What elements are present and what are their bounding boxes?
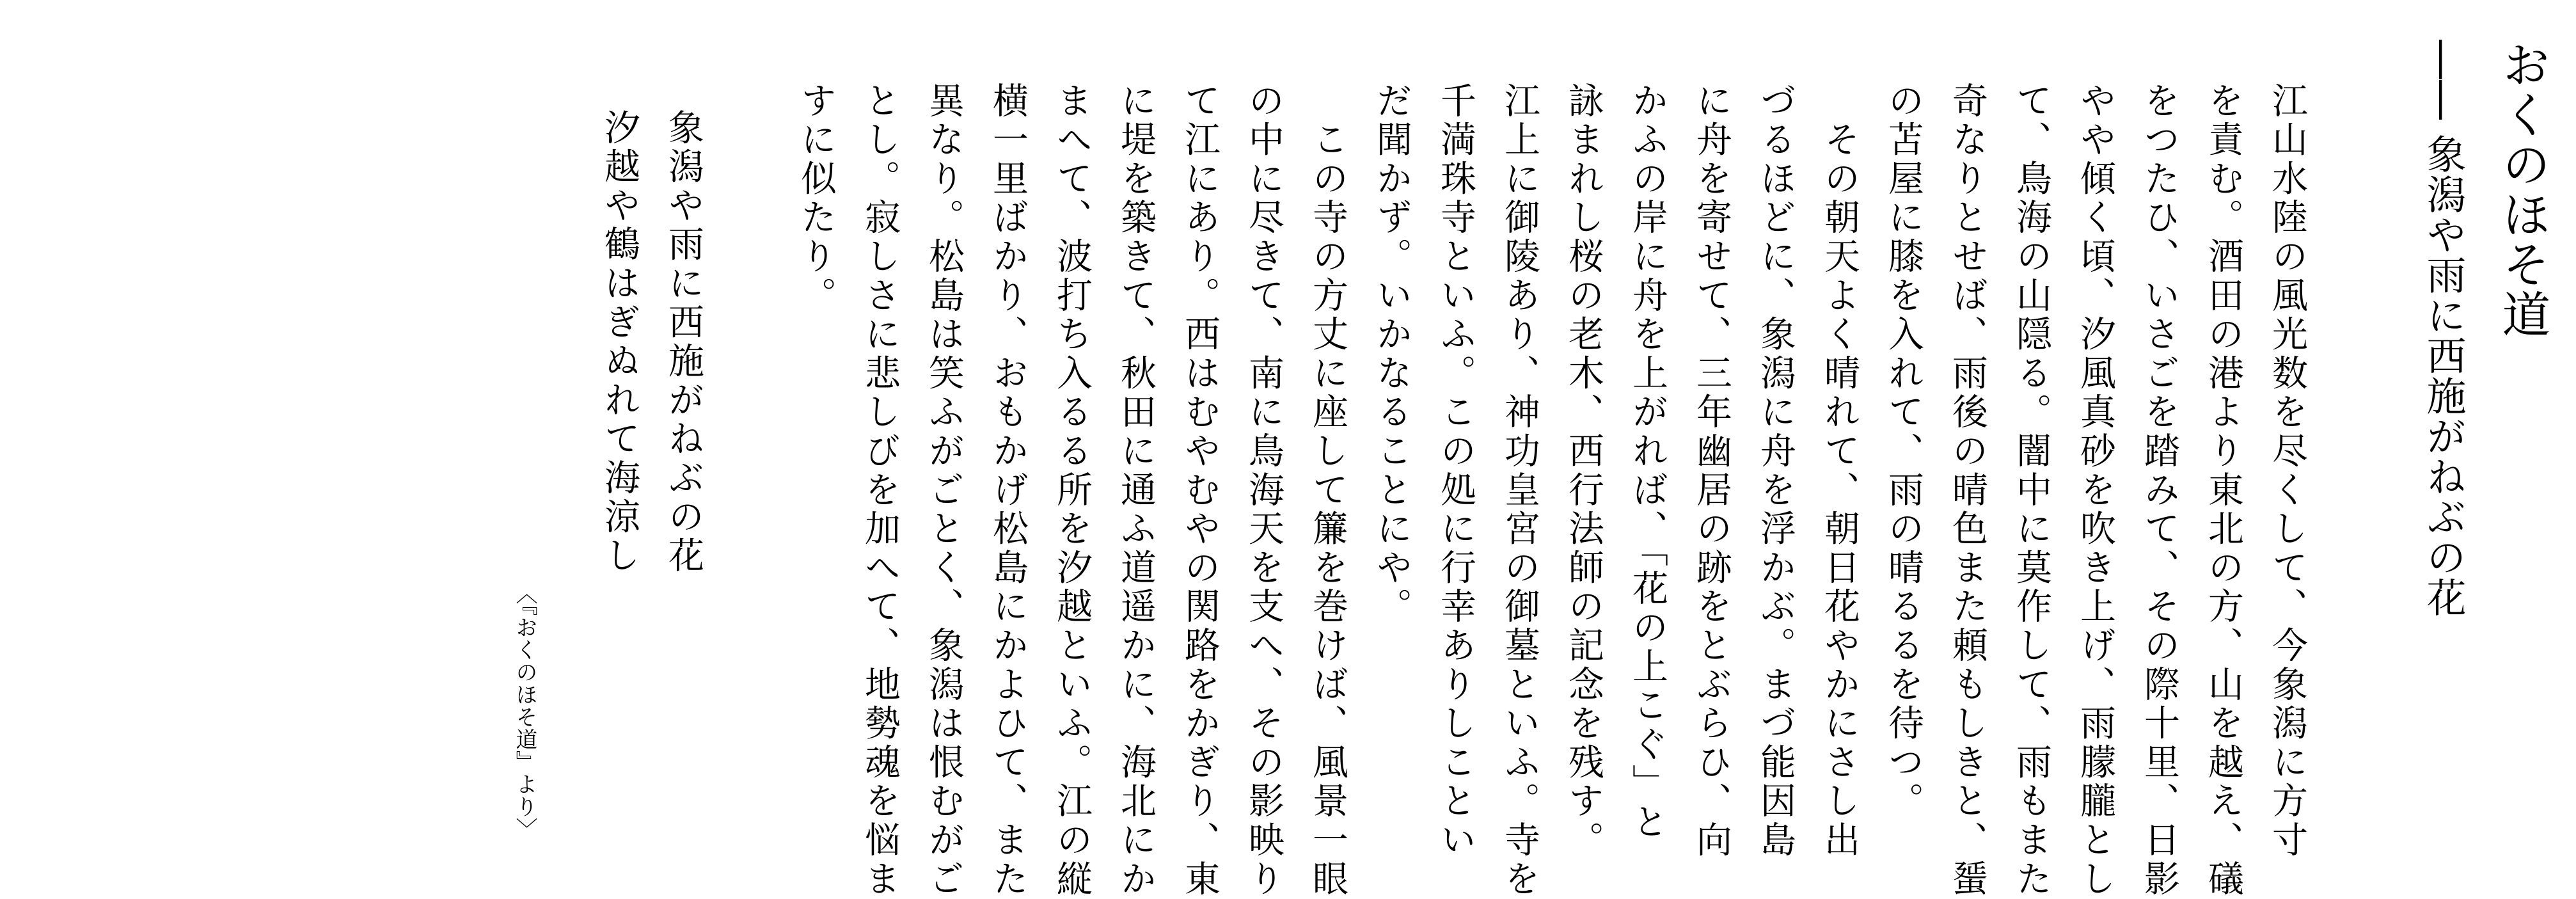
body-line: 異なり。松島は笑ふがごとく、象潟は恨むがご [923,82,965,899]
body-line: 江山水陸の風光数を尽くして、今象潟に方寸 [2266,82,2308,860]
body-line: まへて、波打ち入るる所を汐越といふ。江の縦 [1051,82,1093,899]
haiku-line: 象潟や雨に西施がねぶの花 [663,109,704,576]
body-line: この寺の方丈に座して簾を巻けば、風景一眼 [1307,82,1348,899]
source-citation: 〈『おくのほそ道』より〉 [512,582,537,840]
body-line: に舟を寄せて、三年幽居の跡をとぶらひ、向 [1691,82,1732,860]
body-line: やや傾く頃、汐風真砂を吹き上げ、雨朦朧とし [2074,82,2116,899]
body-line: とし。寂しさに悲しびを加へて、地勢魂を悩ま [859,82,901,899]
body-line: を責む。酒田の港より東北の方、山を越え、礒 [2202,82,2244,899]
haiku-line: 汐越や鶴はぎぬれて海涼し [599,109,640,576]
body-line: の中に尽きて、南に鳥海天を支へ、その影映り [1243,82,1284,899]
body-line: て、鳥海の山隠る。闇中に莫作して、雨もまた [2011,82,2052,899]
body-line: に堤を築きて、秋田に通ふ道遥かに、海北にか [1115,82,1157,899]
body-line: の苫屋に膝を入れて、雨の晴るるを待つ。 [1883,82,1924,822]
body-line: 詠まれし桜の老木、西行法師の記念を残す。 [1563,82,1604,860]
subtitle-haiku: ―― 象潟や雨に西施がねぶの花 [2420,40,2467,617]
body-line: て江にあり。西はむやむやの関路をかぎり、東 [1179,82,1221,899]
body-line: 千満珠寺といふ。この処に行幸ありしことい [1435,82,1476,860]
body-line: 江上に御陵あり、神功皇宮の御墓といふ。寺を [1499,82,1540,899]
body-line: をつたひ、いさごを踏みて、その際十里、日影 [2138,82,2180,899]
body-line: その朝天よく晴れて、朝日花やかにさし出 [1819,82,1860,860]
body-line: だ聞かず。いかなることにや。 [1371,82,1412,627]
body-line: すに似たり。 [795,82,837,315]
body-line: 奇なりとせば、雨後の晴色また頼もしきと、蜑 [1947,82,1988,899]
body-line: づるほどに、象潟に舟を浮かぶ。まづ能因島 [1755,82,1796,860]
page-title: おくのほそ道 [2494,40,2551,339]
body-line: 横一里ばかり、おもかげ松島にかよひて、また [987,82,1029,899]
body-line: かふの岸に舟を上がれば、「花の上こぐ」と [1627,82,1668,842]
